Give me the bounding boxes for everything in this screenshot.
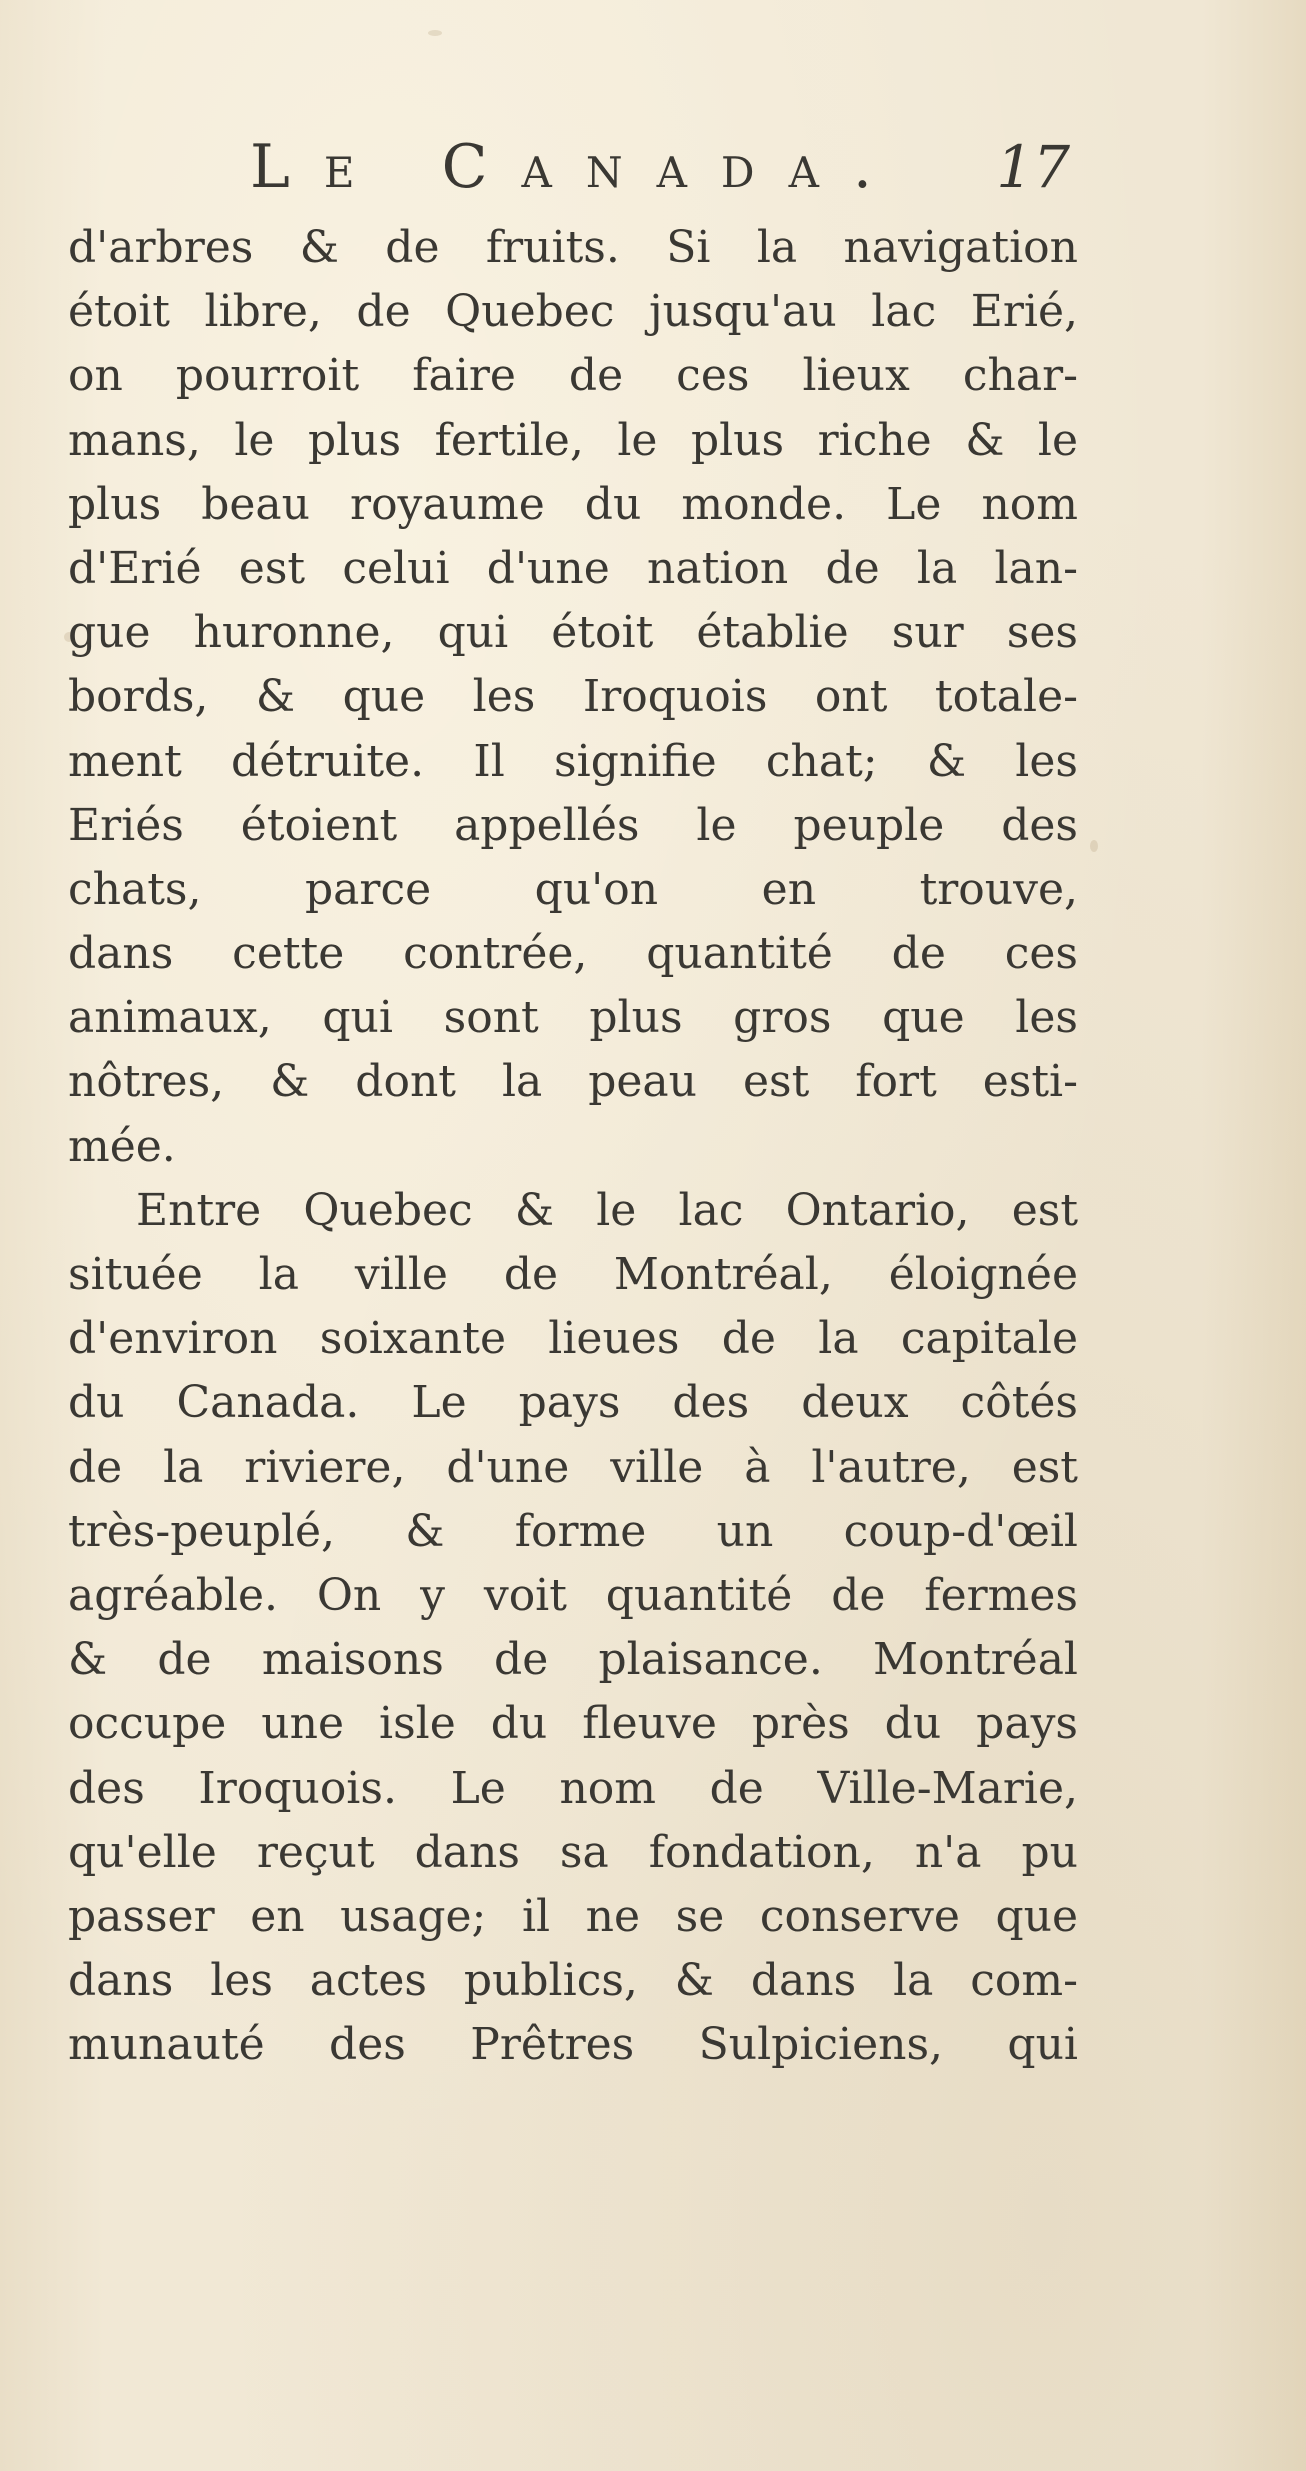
text-line-indented: Entre Quebec & le lac Ontario, est: [136, 1184, 1078, 1236]
text-line: occupe une isle du fleuve près du pays: [68, 1698, 1078, 1750]
text-line: mans, le plus fertile, le plus riche & le: [68, 414, 1078, 466]
text-line: d'Erié est celui d'une nation de la lan-: [68, 542, 1078, 594]
text-line: gue huronne, qui étoit établie sur ses: [68, 607, 1078, 659]
text-line: du Canada. Le pays des deux côtés: [68, 1377, 1078, 1429]
text-line: d'environ soixante lieues de la capitale: [68, 1313, 1078, 1365]
text-line: agréable. On y voit quantité de fermes: [68, 1569, 1078, 1621]
text-line: étoit libre, de Quebec jusqu'au lac Erié,: [68, 286, 1078, 338]
paper-stain: [428, 30, 442, 36]
running-head-title: Le Canada.: [250, 132, 906, 202]
text-line: des Iroquois. Le nom de Ville-Marie,: [68, 1762, 1078, 1814]
text-line: Eriés étoient appellés le peuple des: [68, 799, 1078, 851]
text-line: chats, parce qu'on en trouve,: [68, 863, 1078, 915]
text-line: dans les actes publics, & dans la com-: [68, 1955, 1078, 2007]
text-line: plus beau royaume du monde. Le nom: [68, 478, 1078, 530]
text-line: passer en usage; il ne se conserve que: [68, 1890, 1078, 1942]
paper-stain: [1090, 840, 1098, 852]
text-line: dans cette contrée, quantité de ces: [68, 928, 1078, 980]
text-line: animaux, qui sont plus gros que les: [68, 992, 1078, 1044]
body-text: [68, 216, 1078, 2077]
text-line: située la ville de Montréal, éloignée: [68, 1249, 1078, 1300]
text-line: d'arbres & de fruits. Si la navigation: [68, 222, 1078, 273]
text-line: nôtres, & dont la peau est fort esti-: [68, 1056, 1078, 1108]
text-line: qu'elle reçut dans sa fondation, n'a pu: [68, 1826, 1078, 1878]
text-line: munauté des Prêtres Sulpiciens, qui: [68, 2019, 1078, 2071]
text-line: mée.: [68, 1120, 176, 1172]
text-line: & de maisons de plaisance. Montréal: [68, 1634, 1078, 1686]
text-line: on pourroit faire de ces lieux char-: [68, 350, 1078, 402]
text-line: bords, & que les Iroquois ont totale-: [68, 671, 1078, 723]
running-head: [250, 132, 1070, 202]
text-line: de la riviere, d'une ville à l'autre, est: [68, 1441, 1078, 1493]
text-line: très-peuplé, & forme un coup-d'œil: [68, 1505, 1078, 1557]
page-number: 17: [996, 133, 1070, 201]
text-line: ment détruite. Il signifie chat; & les: [68, 735, 1078, 787]
